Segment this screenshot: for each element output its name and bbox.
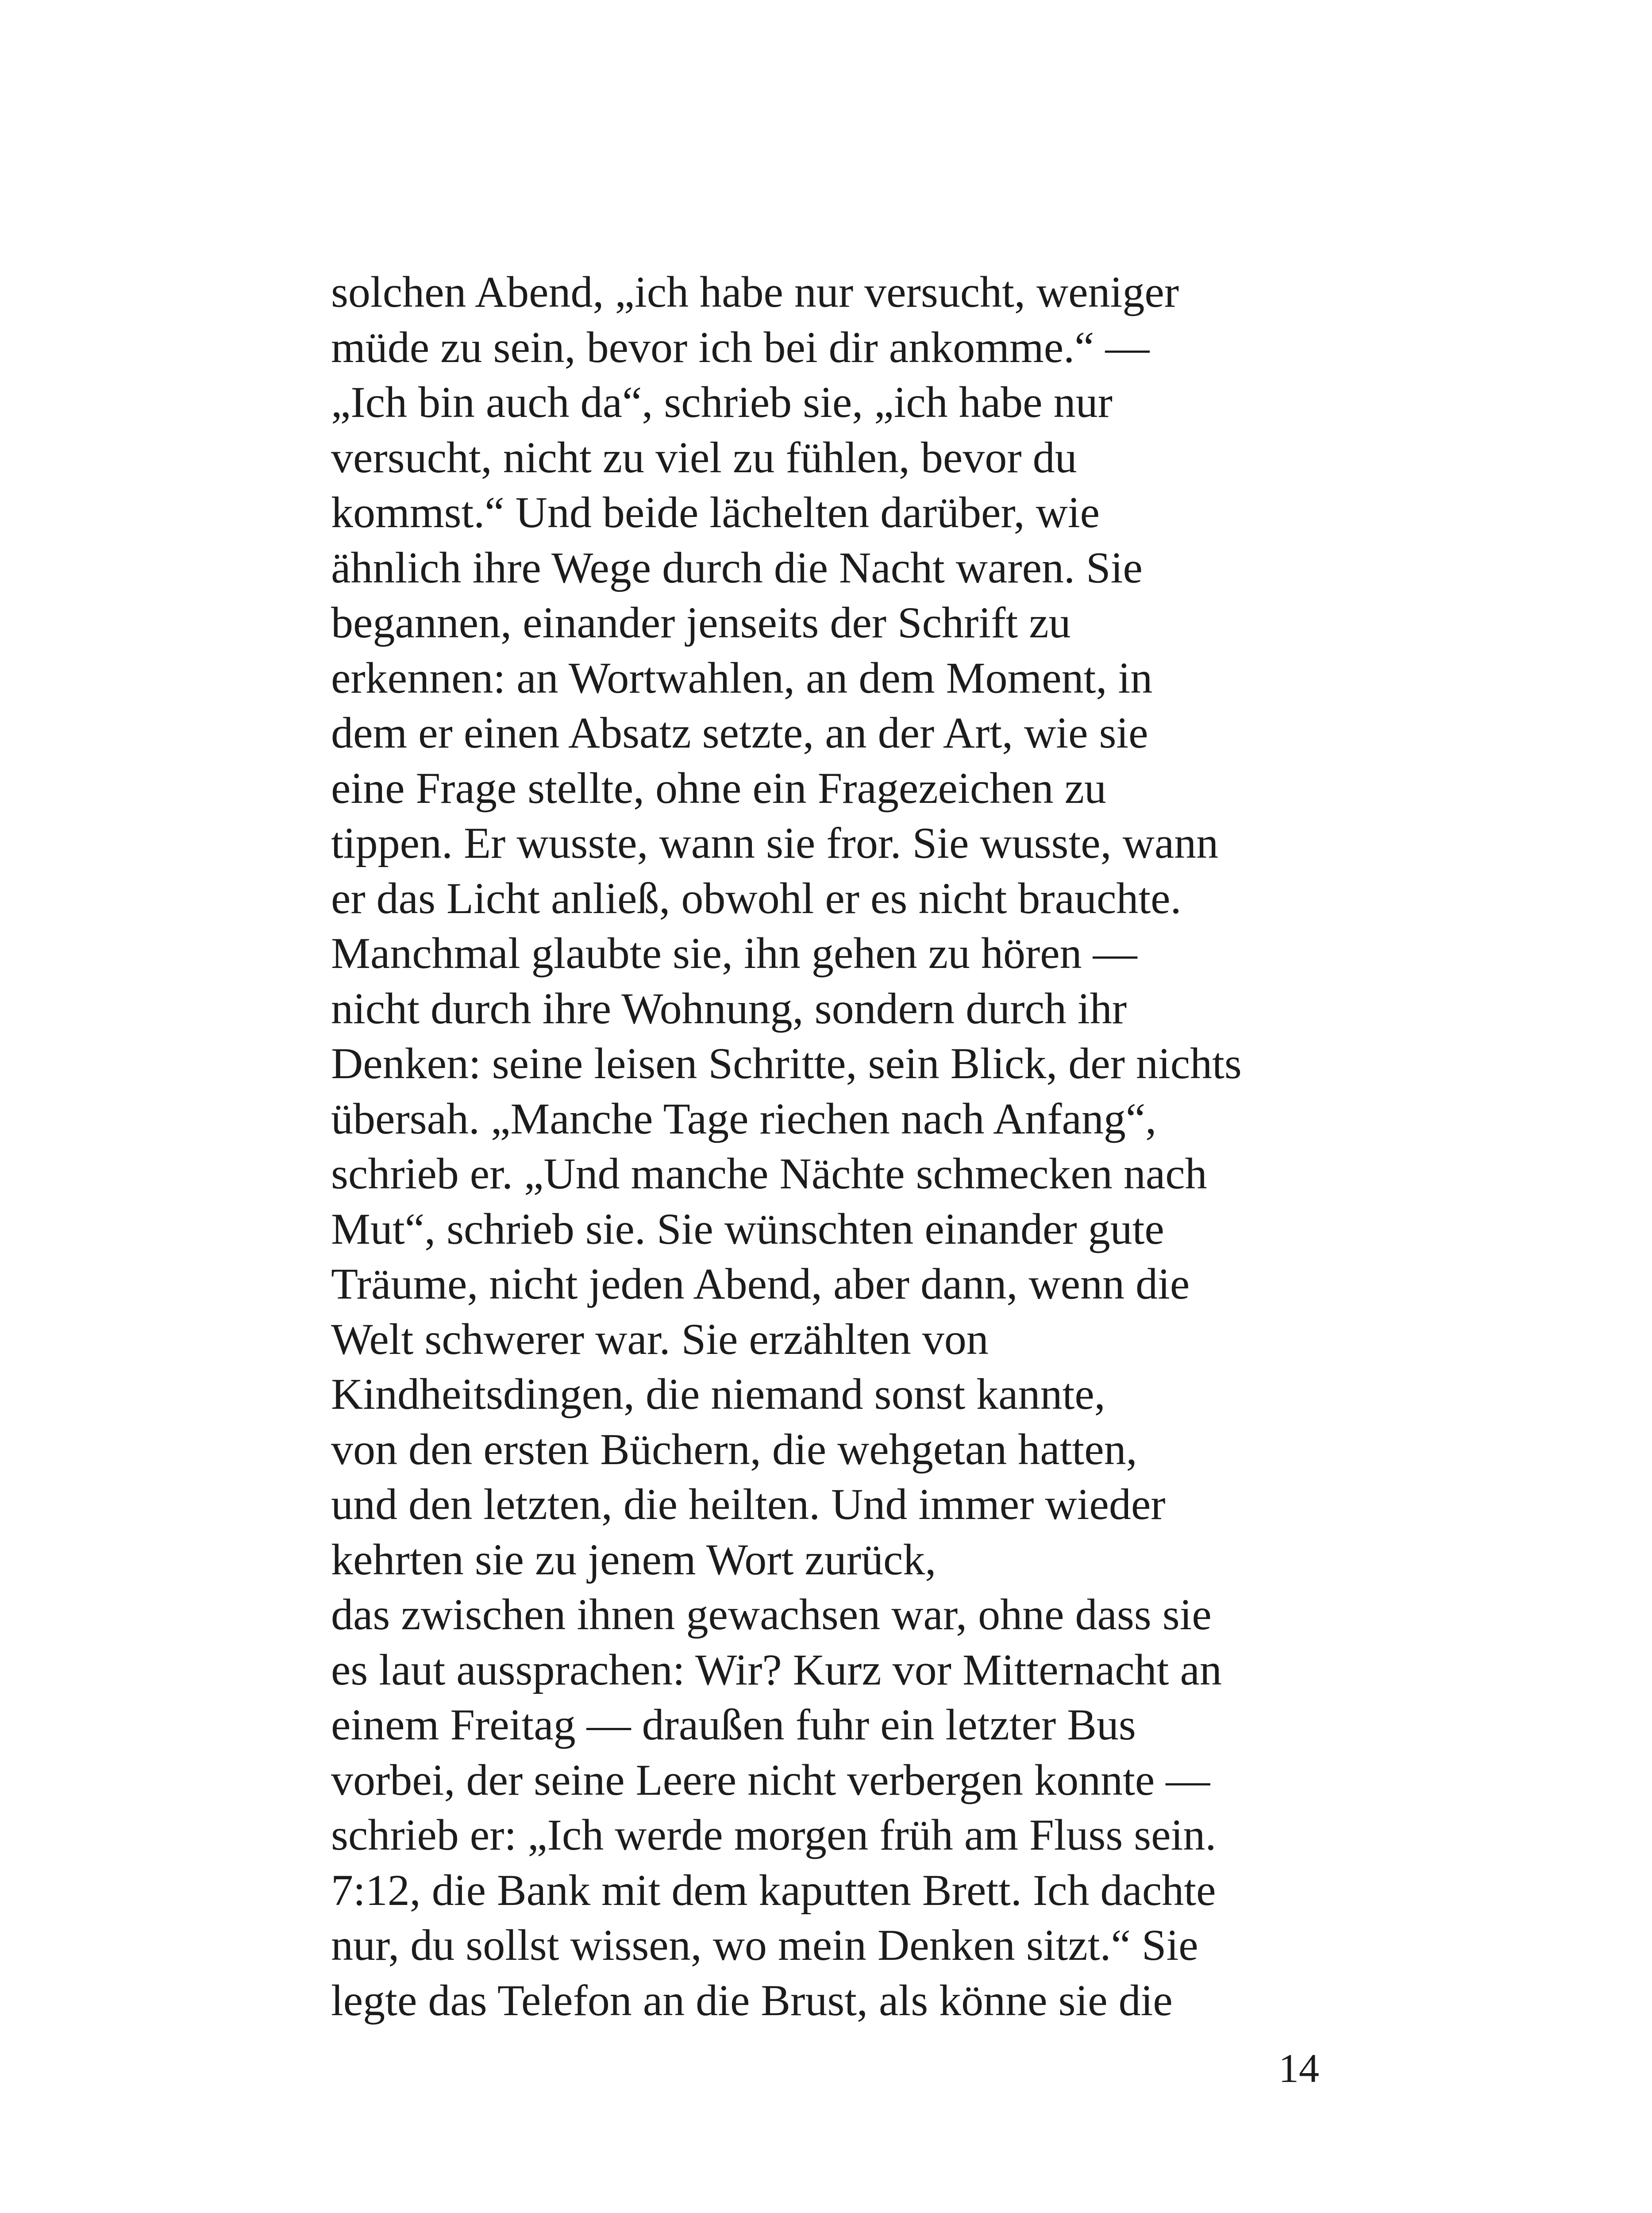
text-line: er das Licht anließ, obwohl er es nicht brauchte. [331, 873, 1182, 923]
page-number: 14 [1278, 2046, 1319, 2091]
text-line: schrieb er. „Und manche Nächte schmecken nach [331, 1149, 1207, 1198]
text-line: Kindheitsdingen, die niemand sonst kannte, [331, 1369, 1105, 1419]
text-line: müde zu sein, bevor ich bei dir ankomme.“ — [331, 322, 1150, 372]
text-line: das zwischen ihnen gewachsen war, ohne dass sie [331, 1590, 1212, 1639]
text-line: von den ersten Büchern, die wehgetan hatten, [331, 1424, 1137, 1474]
text-line: Träume, nicht jeden Abend, aber dann, wenn die [331, 1259, 1190, 1308]
text-line: übersah. „Manche Tage riechen nach Anfang“, [331, 1094, 1157, 1143]
text-line: Mut“, schrieb sie. Sie wünschten einander gute [331, 1204, 1164, 1253]
text-line: und den letzten, die heilten. Und immer wieder [331, 1480, 1166, 1529]
text-line: versucht, nicht zu viel zu fühlen, bevor du [331, 432, 1077, 482]
text-line: solchen Abend, „ich habe nur versucht, weniger [331, 267, 1179, 316]
text-line: eine Frage stellte, ohne ein Fragezeichen zu [331, 763, 1107, 813]
text-line: kommst.“ Und beide lächelten darüber, wie [331, 488, 1100, 537]
text-line: schrieb er: „Ich werde morgen früh am Fluss sein. [331, 1810, 1217, 1859]
text-line: Denken: seine leisen Schritte, sein Blick, der nichts [331, 1039, 1242, 1088]
text-line: Welt schwerer war. Sie erzählten von [331, 1314, 989, 1364]
text-line: nur, du sollst wissen, wo mein Denken sitzt.“ Sie [331, 1920, 1198, 1970]
text-line: vorbei, der seine Leere nicht verbergen konnte — [331, 1755, 1210, 1804]
body-text [331, 265, 1349, 2028]
text-line: Manchmal glaubte sie, ihn gehen zu hören — [331, 929, 1137, 978]
text-line: „Ich bin auch da“, schrieb sie, „ich habe nur [331, 378, 1113, 427]
text-line: dem er einen Absatz setzte, an der Art, wie sie [331, 708, 1148, 757]
text-line: es laut aussprachen: Wir? Kurz vor Mitternacht an [331, 1645, 1222, 1694]
text-line: tippen. Er wusste, wann sie fror. Sie wusste, wann [331, 818, 1219, 867]
text-line: einem Freitag — draußen fuhr ein letzter Bus [331, 1700, 1136, 1749]
text-line: begannen, einander jenseits der Schrift zu [331, 598, 1071, 647]
text-line: erkennen: an Wortwahlen, an dem Moment, in [331, 653, 1153, 702]
text-line: 7:12, die Bank mit dem kaputten Brett. Ich dachte [331, 1865, 1216, 1915]
text-line: legte das Telefon an die Brust, als könne sie die [331, 1975, 1173, 2025]
text-line: ähnlich ihre Wege durch die Nacht waren. Sie [331, 543, 1143, 592]
text-line: kehrten sie zu jenem Wort zurück, [331, 1534, 936, 1584]
text-line: nicht durch ihre Wohnung, sondern durch ihr [331, 983, 1127, 1033]
